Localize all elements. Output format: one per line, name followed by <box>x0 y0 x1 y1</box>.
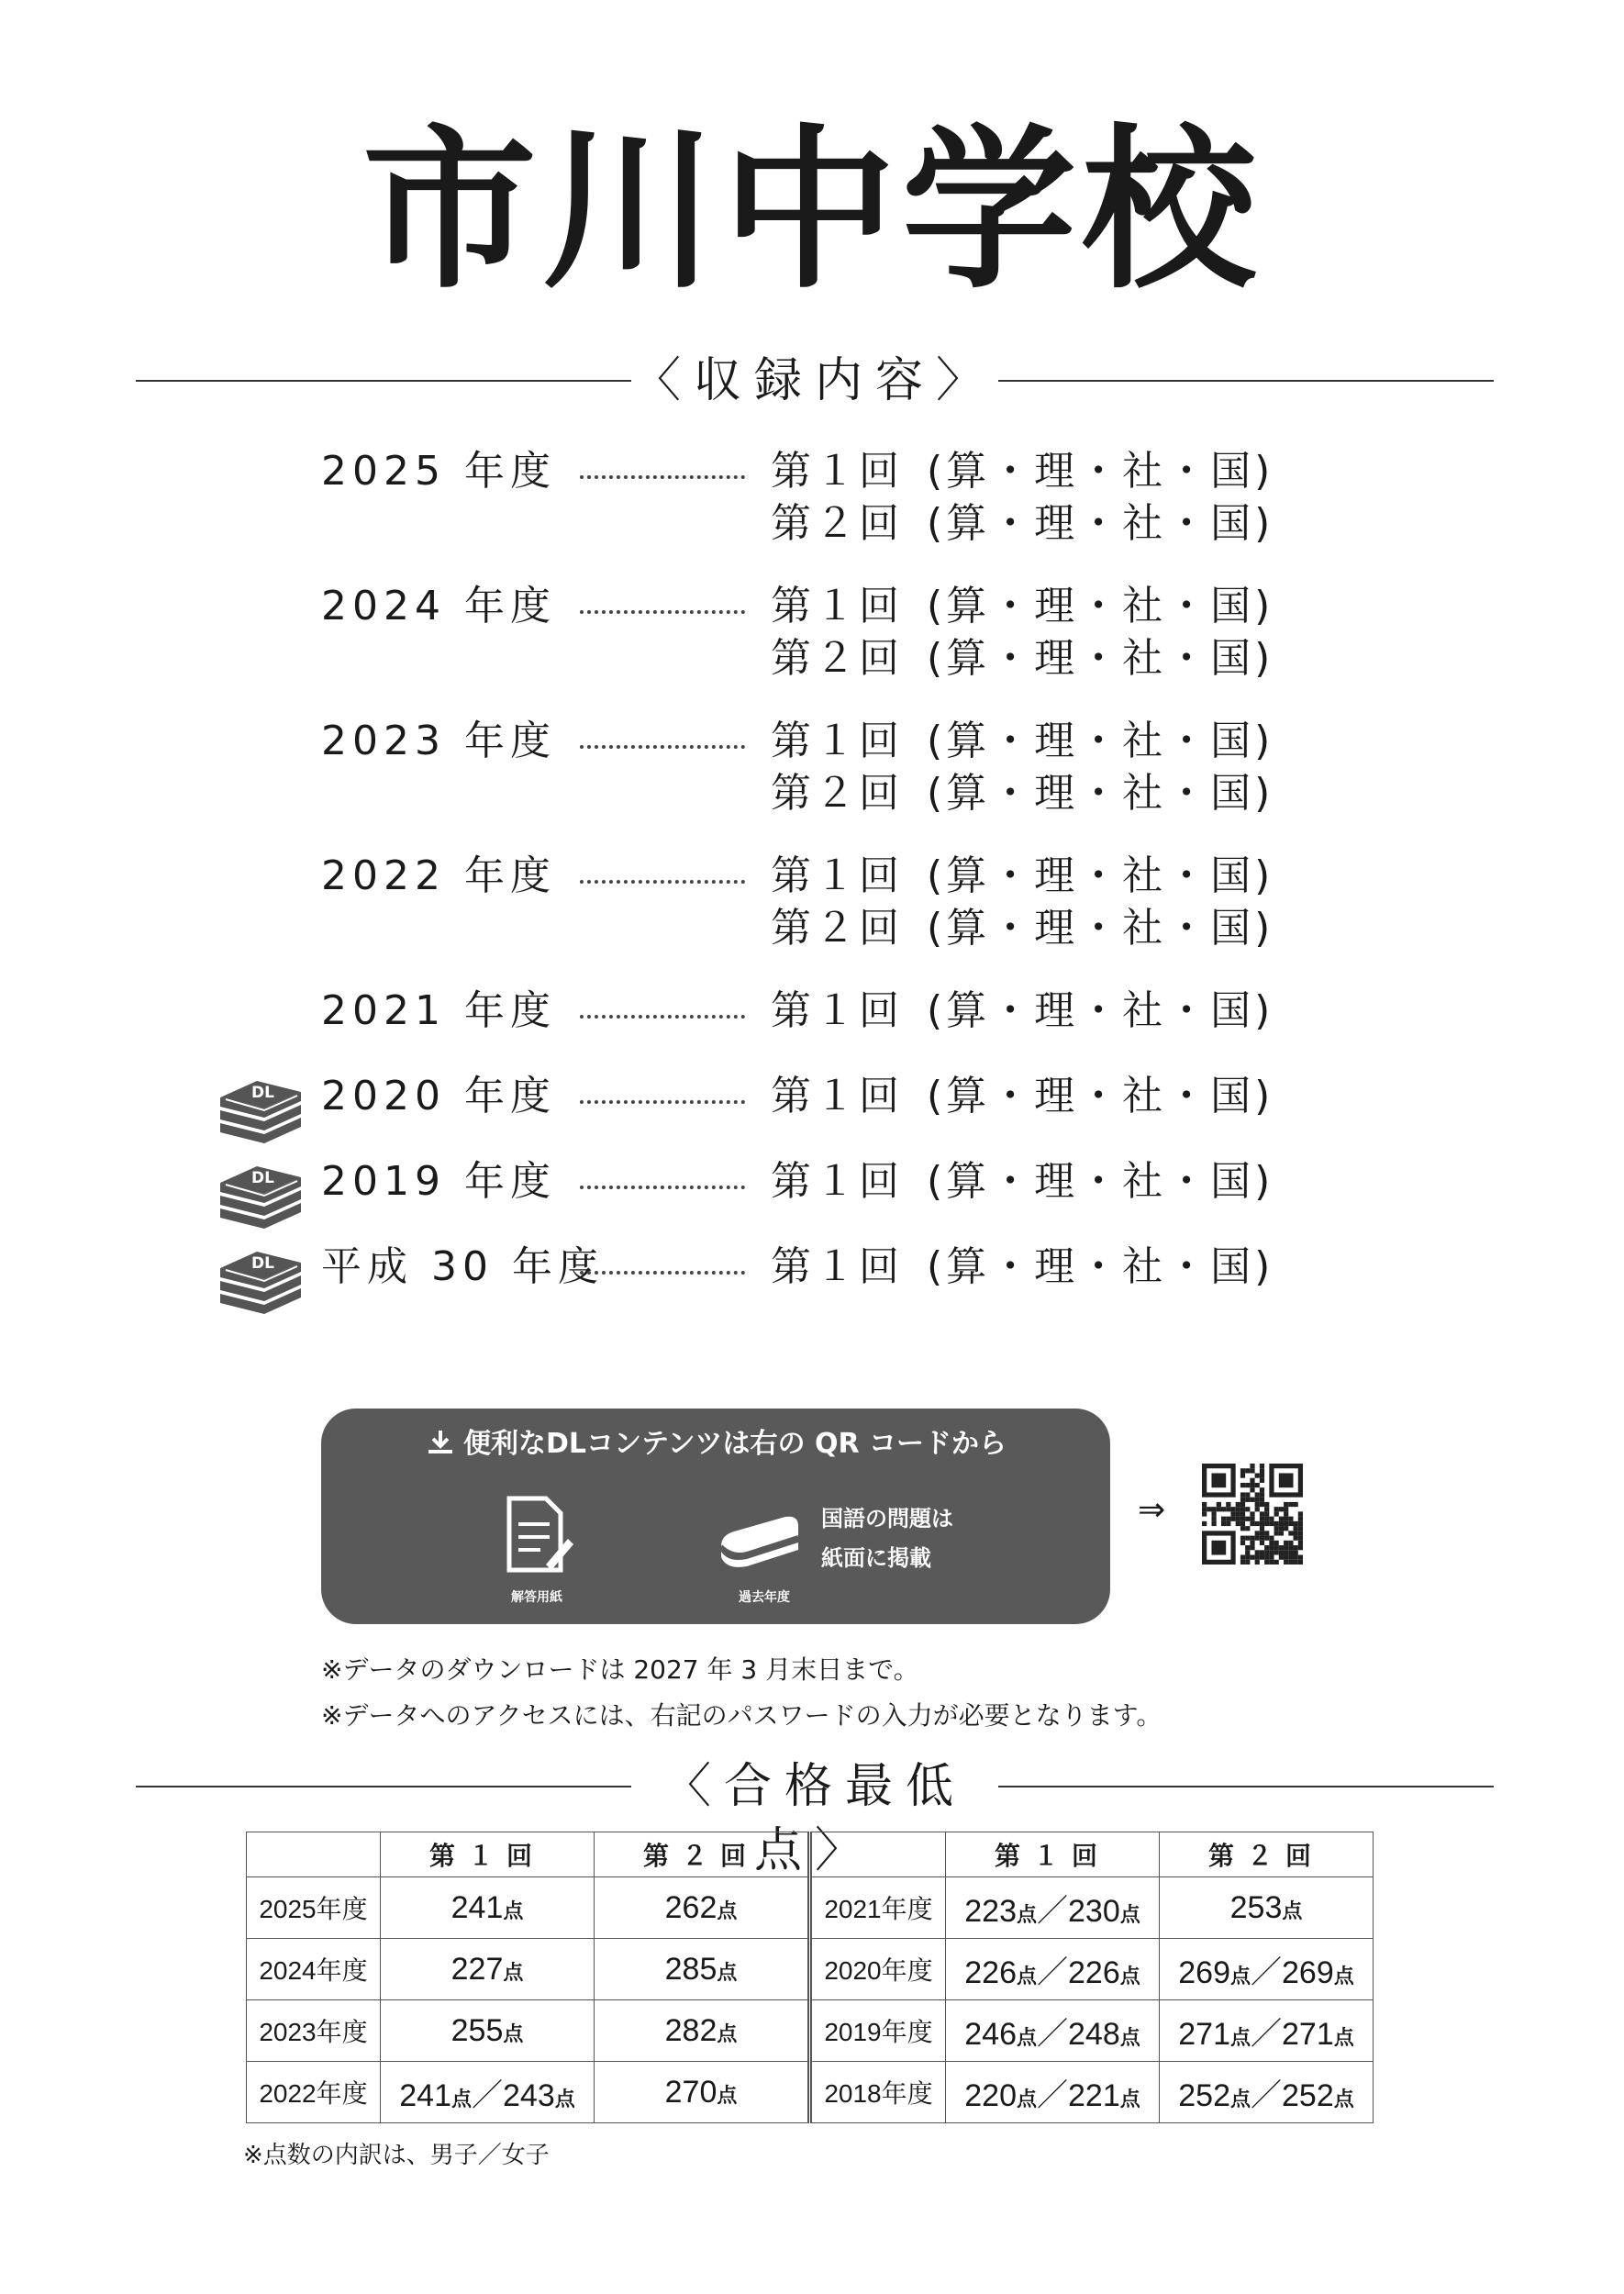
dl-panel-heading <box>321 1421 1110 1467</box>
header-blank <box>810 1832 946 1877</box>
contents-row <box>0 850 1624 902</box>
year-label: 平成 30 年度 <box>321 1243 604 1290</box>
session-label: 第１回 <box>771 1158 903 1205</box>
subjects-label: (算・理・社・国) <box>927 500 1274 547</box>
score-table-row <box>247 2062 1374 2123</box>
header-round1: 第１回 <box>946 1832 1160 1877</box>
score-round2: 270点 <box>595 2062 810 2123</box>
score-table-row <box>247 1939 1374 2000</box>
contents-year-block <box>0 1241 1624 1293</box>
subjects-label: (算・理・社・国) <box>927 718 1274 764</box>
score-round1: 255点 <box>381 2000 595 2062</box>
subjects-label: (算・理・社・国) <box>927 905 1274 952</box>
year-label: 2023 年度 <box>321 718 556 764</box>
score-round1: 223点／230点 <box>946 1877 1160 1939</box>
score-year: 2024年度 <box>247 1939 381 2000</box>
contents-row <box>0 902 1624 954</box>
session-label: 第１回 <box>771 852 903 899</box>
contents-heading <box>136 349 1494 413</box>
dl-badge-text: DL <box>251 1084 274 1102</box>
dl-badge-text: DL <box>251 1169 274 1187</box>
contents-year-block <box>0 580 1624 685</box>
year-label: 2021 年度 <box>321 987 556 1034</box>
answer-sheet-caption: 解答用紙 <box>511 1590 562 1605</box>
subjects-label: (算・理・社・国) <box>927 1243 1274 1290</box>
heading-rule-left <box>136 380 631 382</box>
contents-row <box>0 580 1624 632</box>
contents-year-block <box>0 1155 1624 1208</box>
subjects-label: (算・理・社・国) <box>927 1073 1274 1119</box>
subjects-label: (算・理・社・国) <box>927 1158 1274 1205</box>
contents-row <box>0 715 1624 767</box>
header-round2: 第２回 <box>595 1832 810 1877</box>
session-label: 第１回 <box>771 718 903 764</box>
score-round2: 269点／269点 <box>1160 1939 1374 2000</box>
header-round1: 第１回 <box>381 1832 595 1877</box>
session-label: 第１回 <box>771 987 903 1034</box>
subjects-label: (算・理・社・国) <box>927 987 1274 1034</box>
score-table-header <box>247 1832 1374 1877</box>
header-round2: 第２回 <box>1160 1832 1374 1877</box>
score-round1: 226点／226点 <box>946 1939 1160 2000</box>
past-exams-book-icon <box>714 1493 806 1576</box>
leader-dots <box>580 475 745 479</box>
contents-list <box>0 445 1624 1293</box>
session-label: 第１回 <box>771 448 903 495</box>
score-round2: 253点 <box>1160 1877 1374 1939</box>
year-label: 2022 年度 <box>321 852 556 899</box>
past-exams-caption: 過去年度 <box>739 1590 790 1605</box>
leader-dots <box>580 610 745 614</box>
download-icon <box>425 1429 456 1456</box>
contents-row <box>0 445 1624 497</box>
dl-panel-heading-text: 便利なDLコンテンツは右の QR コードから <box>462 1428 1007 1460</box>
session-label: 第２回 <box>771 905 903 952</box>
dl-books-icon <box>217 1161 305 1229</box>
answer-sheet-icon <box>500 1493 573 1576</box>
subjects-label: (算・理・社・国) <box>927 770 1274 817</box>
leader-dots <box>580 1271 745 1275</box>
score-table-row <box>247 1877 1374 1939</box>
minimum-score-table <box>246 1832 1374 2123</box>
note-download-deadline: ※データのダウンロードは 2027 年 3 月末日まで。 <box>321 1654 919 1685</box>
score-year: 2020年度 <box>810 1939 946 2000</box>
score-year: 2023年度 <box>247 2000 381 2062</box>
year-label: 2019 年度 <box>321 1158 556 1205</box>
dl-note-line1: 国語の問題は <box>821 1506 953 1531</box>
session-label: 第２回 <box>771 770 903 817</box>
leader-dots <box>580 1015 745 1019</box>
score-year: 2021年度 <box>810 1877 946 1939</box>
leader-dots <box>580 1100 745 1104</box>
contents-year-block <box>0 715 1624 819</box>
contents-row <box>0 497 1624 550</box>
contents-row <box>0 985 1624 1037</box>
dl-content-panel <box>321 1409 1110 1624</box>
dl-books-icon <box>217 1246 305 1314</box>
score-table-row <box>247 2000 1374 2062</box>
leader-dots <box>580 1186 745 1189</box>
heading-rule-right <box>998 380 1494 382</box>
dl-badge-text: DL <box>251 1254 274 1273</box>
score-round1: 246点／248点 <box>946 2000 1160 2062</box>
header-blank <box>247 1832 381 1877</box>
leader-dots <box>580 745 745 749</box>
score-year: 2022年度 <box>247 2062 381 2123</box>
heading-rule-right <box>998 1786 1494 1787</box>
note-password-required: ※データへのアクセスには、右記のパスワードの入力が必要となります。 <box>321 1700 1162 1731</box>
score-round1: 227点 <box>381 1939 595 2000</box>
score-round1: 241点 <box>381 1877 595 1939</box>
contents-year-block <box>0 445 1624 550</box>
score-year: 2018年度 <box>810 2062 946 2123</box>
heading-rule-left <box>136 1786 631 1787</box>
year-label: 2020 年度 <box>321 1073 556 1119</box>
contents-heading-label: 〈収録内容〉 <box>632 353 996 408</box>
session-label: 第１回 <box>771 1073 903 1119</box>
score-round2: 285点 <box>595 1939 810 2000</box>
score-year: 2019年度 <box>810 2000 946 2062</box>
score-round2: 282点 <box>595 2000 810 2062</box>
score-round2: 262点 <box>595 1877 810 1939</box>
score-round1: 220点／221点 <box>946 2062 1160 2123</box>
leader-dots <box>580 880 745 884</box>
session-label: 第２回 <box>771 635 903 682</box>
score-round2: 252点／252点 <box>1160 2062 1374 2123</box>
subjects-label: (算・理・社・国) <box>927 635 1274 682</box>
subjects-label: (算・理・社・国) <box>927 852 1274 899</box>
arrow-to-qr: ⇒ <box>1138 1491 1166 1529</box>
contents-row <box>0 767 1624 819</box>
session-label: 第２回 <box>771 500 903 547</box>
score-round2: 271点／271点 <box>1160 2000 1374 2062</box>
subjects-label: (算・理・社・国) <box>927 583 1274 629</box>
table-footnote: ※点数の内訳は、男子／女子 <box>243 2142 550 2169</box>
dl-books-icon <box>217 1075 305 1143</box>
contents-year-block <box>0 850 1624 954</box>
contents-year-block <box>0 1070 1624 1122</box>
scores-heading-label: 〈合格最低点〉 <box>662 1759 966 1878</box>
qr-code[interactable] <box>1202 1464 1303 1565</box>
year-label: 2025 年度 <box>321 448 556 495</box>
contents-year-block <box>0 985 1624 1037</box>
score-year: 2025年度 <box>247 1877 381 1939</box>
subjects-label: (算・理・社・国) <box>927 448 1274 495</box>
page-title: 市川中学校 <box>362 109 1262 312</box>
contents-row <box>0 632 1624 685</box>
dl-note-line2: 紙面に掲載 <box>821 1545 931 1571</box>
score-round1: 241点／243点 <box>381 2062 595 2123</box>
session-label: 第１回 <box>771 1243 903 1290</box>
year-label: 2024 年度 <box>321 583 556 629</box>
session-label: 第１回 <box>771 583 903 629</box>
